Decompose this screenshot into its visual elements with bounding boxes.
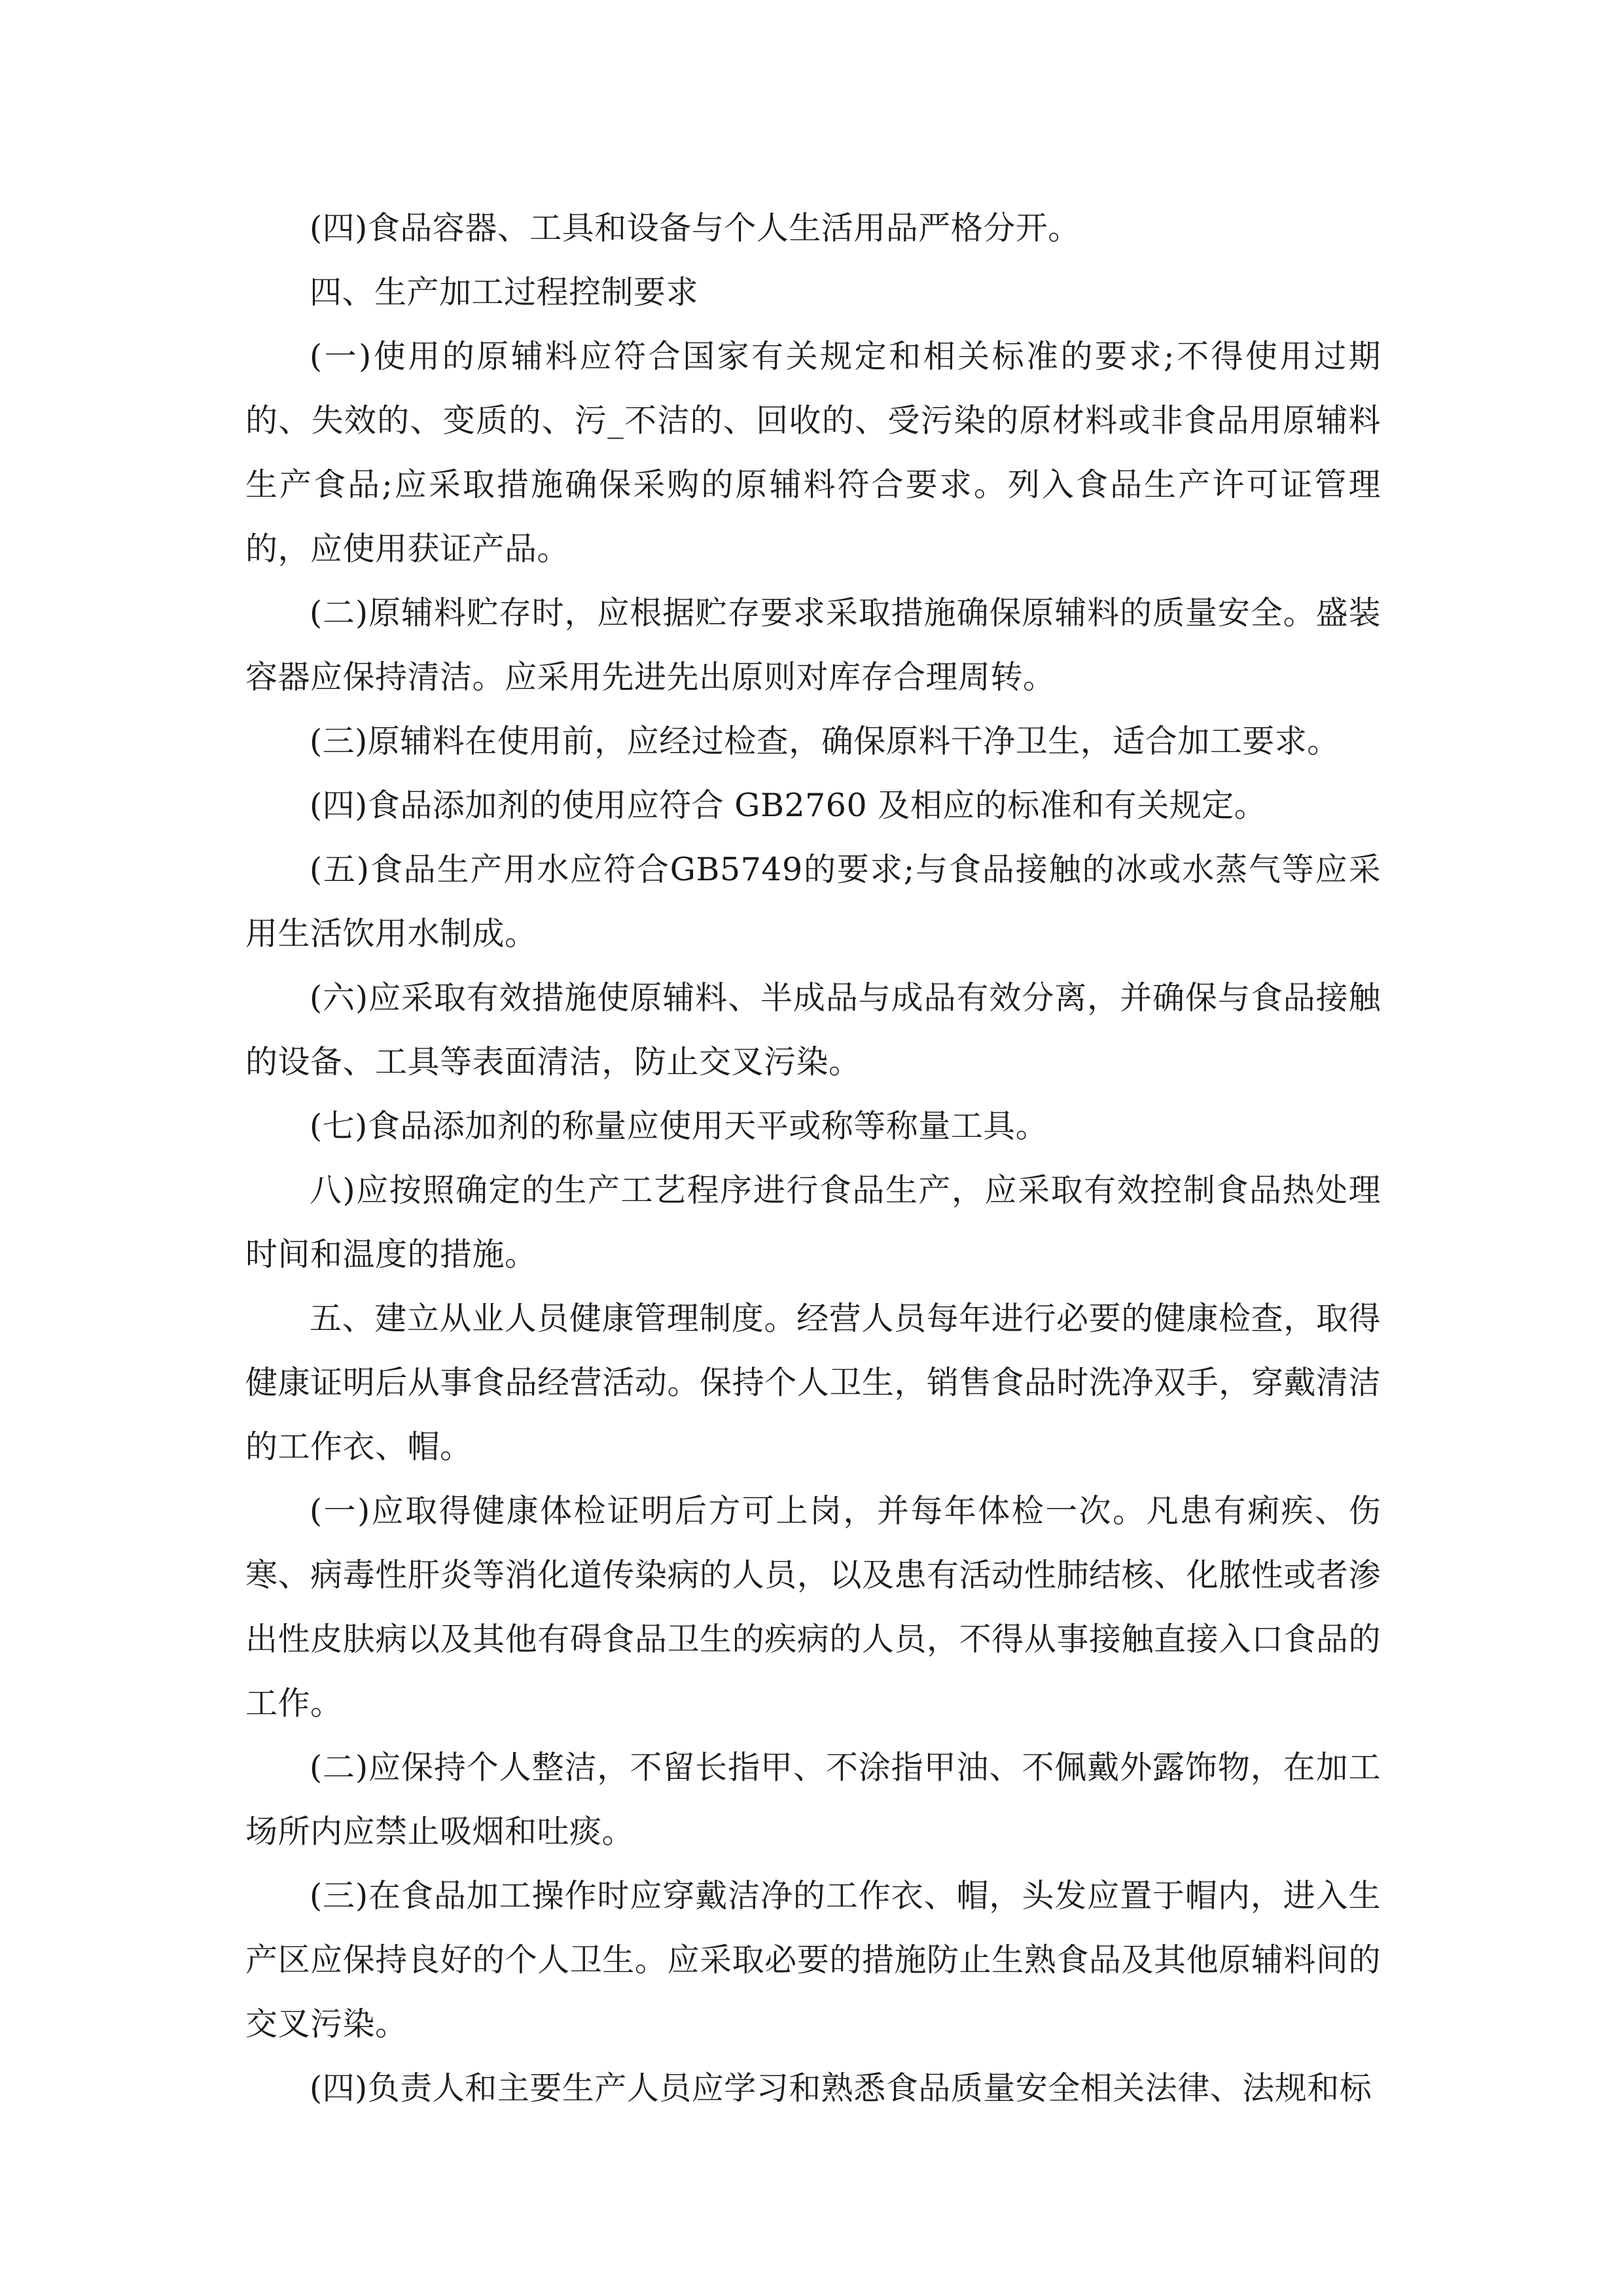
paragraph-weighing: (七)食品添加剂的称量应使用天平或称等称量工具。 [310, 1107, 1048, 1145]
section-heading-health-management: 五、建立从业人员健康管理制度。经营人员每年进行必要的健康检查，取得健康证明后从事食品经营活动。保持个人卫生，销售食品时洗净双手，穿戴清洁的工作衣、帽。 [245, 1300, 1381, 1465]
paragraph-training: (四)负责人和主要生产人员应学习和熟悉食品质量安全相关法律、法规和标 [310, 2070, 1372, 2107]
paragraph-container-separation: (四)食品容器、工具和设备与个人生活用品严格分开。 [310, 209, 1080, 247]
paragraph-personal-hygiene: (二)应保持个人整洁，不留长指甲、不涂指甲油、不佩戴外露饰物，在加工场所内应禁止吸烟和吐痰。 [245, 1749, 1381, 1850]
paragraph-health-certificate: (一)应取得健康体检证明后方可上岗，并每年体检一次。凡患有痢疾、伤寒、病毒性肝炎等消化道传染病的人员，以及患有活动性肺结核、化脓性或者渗出性皮肤病以及其他有碍食品卫生的疾病的人员，不得从事接触直接入口食品的工作。 [245, 1492, 1381, 1722]
document-body [245, 196, 1381, 2121]
paragraph-separation: (六)应采取有效措施使原辅料、半成品与成品有效分离，并确保与食品接触的设备、工具等表面清洁，防止交叉污染。 [245, 979, 1381, 1081]
paragraph-water: (五)食品生产用水应符合GB5749的要求;与食品接触的冰或水蒸气等应采用生活饮用水制成。 [245, 851, 1381, 952]
paragraph-raw-materials: (一)使用的原辅料应符合国家有关规定和相关标准的要求;不得使用过期的、失效的、变质的、污_不洁的、回收的、受污染的原材料或非食品用原辅料生产食品;应采取措施确保采购的原辅料符合要求。列入食品生产许可证管理的，应使用获证产品。 [245, 338, 1381, 567]
paragraph-storage: (二)原辅料贮存时，应根据贮存要求采取措施确保原辅料的质量安全。盛装容器应保持清洁。应采用先进先出原则对库存合理周转。 [245, 594, 1381, 696]
paragraph-additives-standard: (四)食品添加剂的使用应符合 GB2760 及相应的标准和有关规定。 [310, 787, 1267, 824]
paragraph-work-clothes: (三)在食品加工操作时应穿戴洁净的工作衣、帽，头发应置于帽内，进入生产区应保持良好的个人卫生。应采取必要的措施防止生熟食品及其他原辅料间的交叉污染。 [245, 1877, 1381, 2043]
paragraph-inspection: (三)原辅料在使用前，应经过检查，确保原料干净卫生，适合加工要求。 [310, 723, 1340, 760]
section-heading-process-control: 四、生产加工过程控制要求 [310, 274, 699, 311]
paragraph-process: 八)应按照确定的生产工艺程序进行食品生产，应采取有效控制食品热处理时间和温度的措施。 [245, 1172, 1381, 1273]
